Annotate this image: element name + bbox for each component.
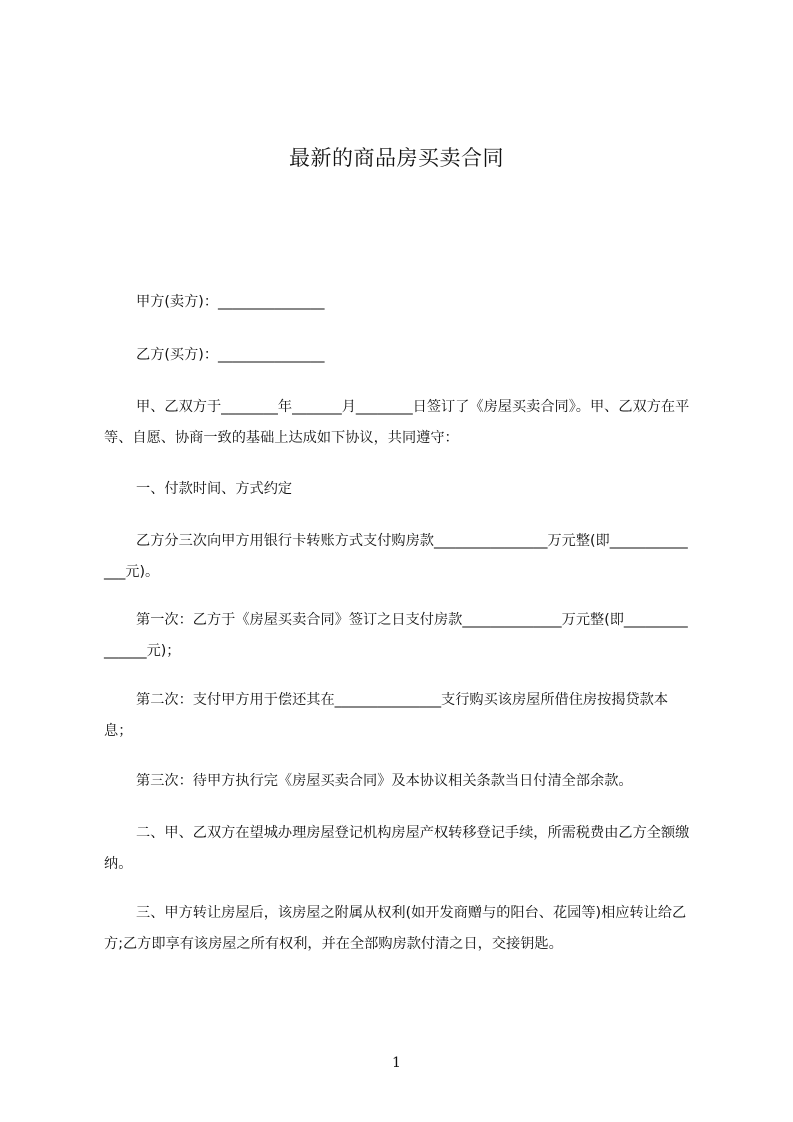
preamble-paragraph: 甲、乙双方于________年_______月________日签订了《房屋买卖合同》。甲、乙双方在平等、自愿、协商一致的基础上达成如下协议，共同遵守： bbox=[104, 399, 690, 446]
party-b-line: 乙方(买方)：_______________ bbox=[136, 347, 325, 363]
document-title: 最新的商品房买卖合同 bbox=[289, 146, 504, 170]
section-2-paragraph: 二、甲、乙双方在望城办理房屋登记机构房屋产权转移登记手续，所需税费由乙方全额缴纳。 bbox=[104, 825, 690, 872]
first-payment-paragraph: 第一次：乙方于《房屋买卖合同》签订之日支付房款______________万元整(即_______________元)； bbox=[104, 612, 688, 659]
section-3-paragraph: 三、甲方转让房屋后，该房屋之附属从权利(如开发商赠与的阳台、花园等)相应转让给乙方;乙方即享有该房屋之所有权利，并在全部购房款付清之日，交接钥匙。 bbox=[104, 905, 687, 952]
page-number: 1 bbox=[392, 1055, 401, 1071]
section-1-heading: 一、付款时间、方式约定 bbox=[136, 481, 293, 497]
third-payment-paragraph: 第三次：待甲方执行完《房屋买卖合同》及本协议相关条款当日付清全部余款。 bbox=[136, 773, 633, 789]
second-payment-paragraph: 第二次：支付甲方用于偿还其在_______________支行购买该房屋所借住房按揭贷款本息； bbox=[104, 692, 669, 739]
party-a-line: 甲方(卖方)：_______________ bbox=[136, 294, 325, 310]
payment-method-paragraph: 乙方分三次向甲方用银行卡转账方式支付购房款________________万元整(即______________元)。 bbox=[104, 533, 688, 580]
